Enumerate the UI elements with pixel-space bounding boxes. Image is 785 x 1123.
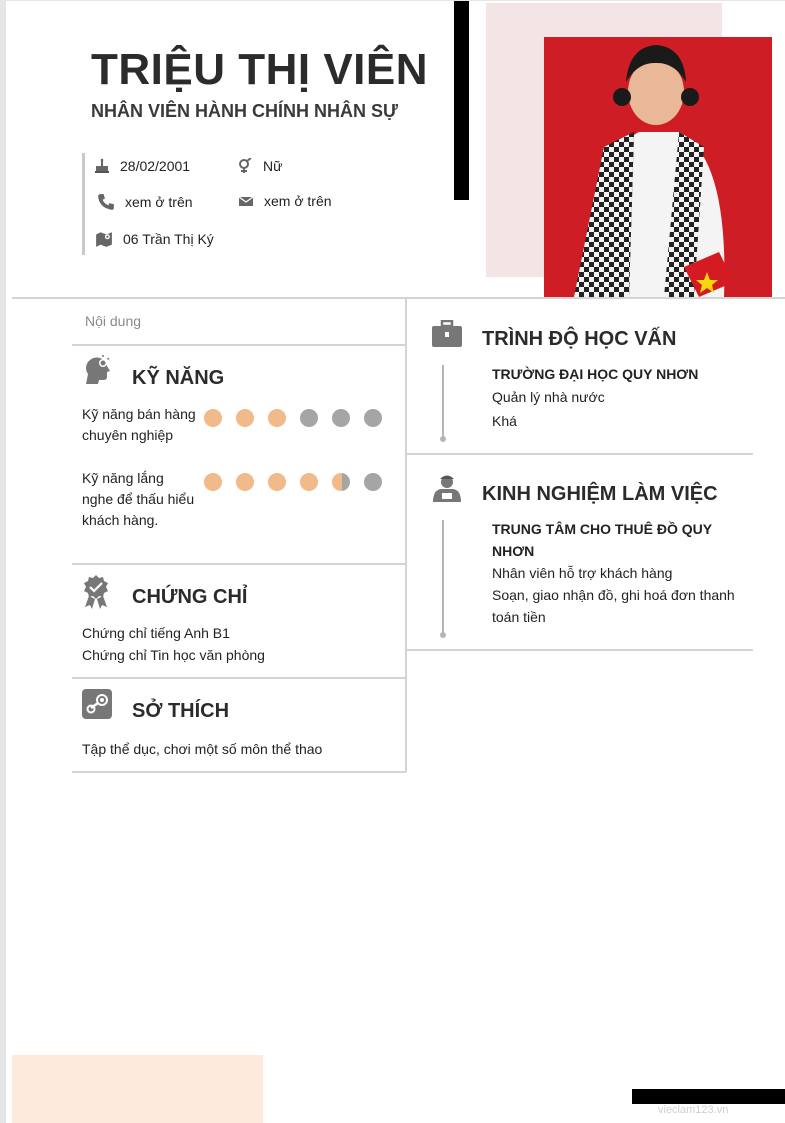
rating-dot — [364, 409, 382, 427]
section-divider — [72, 677, 405, 679]
rating-dot — [300, 473, 318, 491]
phone-row — [97, 193, 193, 211]
mail-icon — [238, 193, 254, 209]
decor-black-bottom-bar — [632, 1089, 785, 1104]
skill-2-label — [82, 468, 207, 531]
birthday-value: 28/02/2001 — [120, 158, 191, 174]
candidate-name: TRIỆU THỊ VIÊN — [91, 45, 429, 94]
watermark: vieclam123.vn — [658, 1104, 729, 1116]
education-timeline-dot — [440, 436, 446, 442]
rating-dot — [268, 409, 286, 427]
education-grade: Khá — [492, 413, 517, 429]
head-idea-icon — [82, 354, 114, 386]
certificate-item-1: Chứng chỉ tiếng Anh B1 — [82, 625, 230, 641]
education-timeline — [442, 365, 444, 439]
job-title: NHÂN VIÊN HÀNH CHÍNH NHÂN SỰ — [91, 101, 398, 121]
info-divider — [82, 153, 85, 255]
email-value: xem ở trên — [264, 193, 332, 209]
rating-dot — [300, 409, 318, 427]
rating-dot — [364, 473, 382, 491]
header-divider — [12, 297, 785, 299]
rating-dot — [268, 473, 286, 491]
section-divider — [72, 771, 406, 773]
education-school: TRƯỜNG ĐẠI HỌC QUY NHƠN — [492, 366, 699, 382]
experience-company-line2: NHƠN — [492, 543, 535, 559]
certificates-title: CHỨNG CHỈ — [132, 586, 248, 608]
experience-title: KINH NGHIỆM LÀM VIỆC — [482, 483, 718, 505]
birthday-row — [94, 158, 190, 174]
experience-desc-line1: Soạn, giao nhận đồ, ghi hoá đơn thanh — [492, 587, 735, 603]
gender-value: Nữ — [263, 158, 283, 174]
section-divider — [72, 344, 405, 346]
content-placeholder: Nội dung — [85, 313, 142, 329]
skill-2-line2: nghe để thấu hiểu — [82, 491, 195, 507]
address-row — [95, 230, 214, 248]
experience-desc-line2: toán tiền — [492, 609, 546, 625]
phone-value: xem ở trên — [125, 194, 193, 210]
hobbies-text: Tập thể dục, chơi một số môn thể thao — [82, 741, 323, 757]
skill-2-line3: khách hàng. — [82, 512, 159, 528]
map-icon — [95, 230, 113, 248]
rating-dot — [332, 409, 350, 427]
section-divider — [407, 453, 753, 455]
experience-company-line1: TRUNG TÂM CHO THUÊ ĐỒ QUY — [492, 521, 713, 537]
profile-photo — [544, 37, 772, 297]
address-value: 06 Trần Thị Ký — [123, 231, 214, 247]
gender-row — [237, 158, 282, 174]
skill-1-line2: chuyên nghiệp — [82, 427, 174, 443]
decor-peach-box — [12, 1055, 263, 1123]
cake-icon — [94, 158, 110, 174]
experience-timeline — [442, 520, 444, 634]
experience-position: Nhân viên hỗ trợ khách hàng — [492, 565, 673, 581]
education-major: Quản lý nhà nước — [492, 389, 605, 405]
skills-title: KỸ NĂNG — [132, 367, 225, 389]
rating-dot — [236, 473, 254, 491]
certificate-item-2: Chứng chỉ Tin học văn phòng — [82, 647, 265, 663]
education-title: TRÌNH ĐỘ HỌC VẤN — [482, 328, 677, 350]
phone-icon — [97, 193, 115, 211]
skill-2-line1: Kỹ năng lắng — [82, 470, 164, 486]
gender-icon — [237, 158, 253, 174]
skill-1-line1: Kỹ năng bán hàng — [82, 406, 196, 422]
rating-dot — [204, 473, 222, 491]
worker-icon — [431, 474, 463, 502]
rating-dot — [236, 409, 254, 427]
skill-1-rating — [204, 409, 394, 427]
award-badge-icon — [82, 574, 110, 610]
rating-dot — [332, 473, 350, 491]
decor-black-bar — [454, 1, 469, 200]
section-divider — [407, 649, 753, 651]
briefcase-icon — [432, 320, 462, 348]
hobbies-title: SỞ THÍCH — [132, 700, 230, 722]
column-divider — [405, 299, 407, 772]
email-row — [238, 193, 332, 209]
rating-dot — [204, 409, 222, 427]
skill-1-label — [82, 404, 207, 446]
skill-2-rating — [204, 473, 394, 491]
steam-icon — [82, 689, 112, 719]
experience-timeline-dot — [440, 632, 446, 638]
section-divider — [72, 563, 405, 565]
